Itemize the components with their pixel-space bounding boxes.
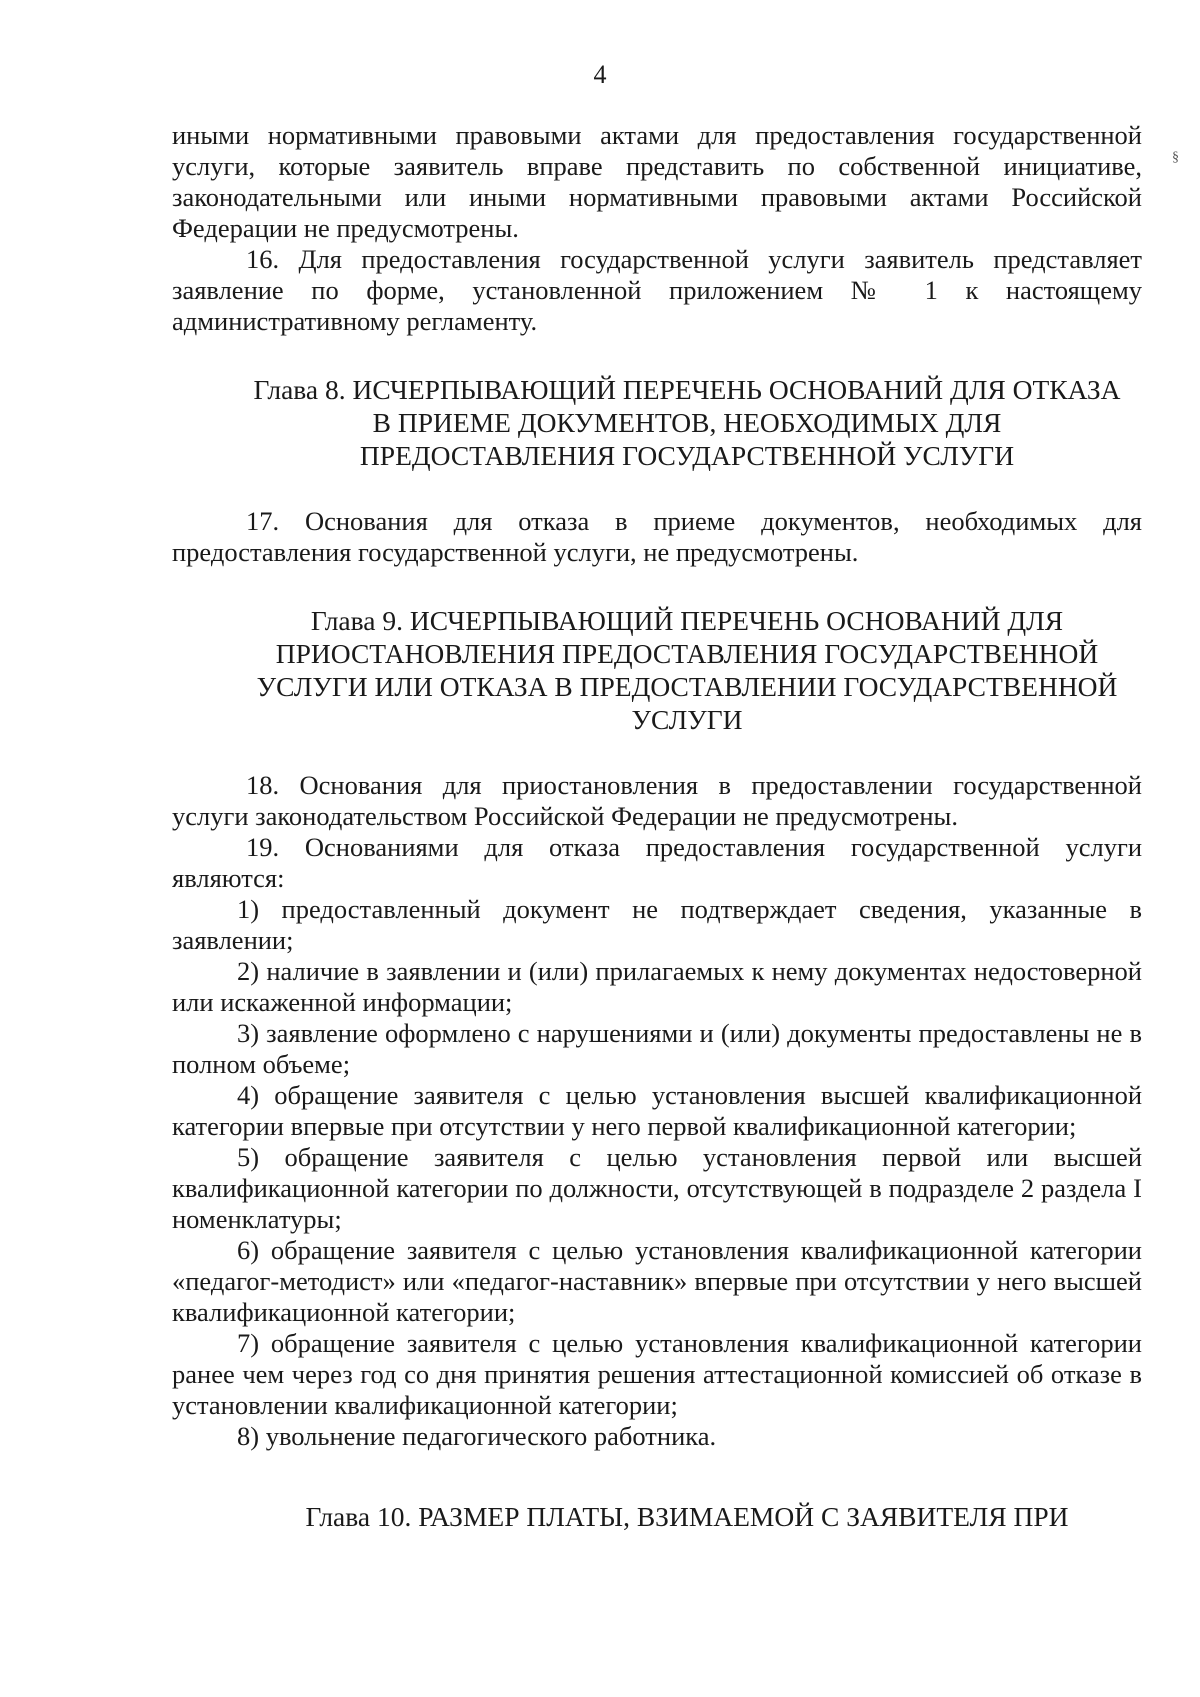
chapter-8-line-1: Глава 8. ИСЧЕРПЫВАЮЩИЙ ПЕРЕЧЕНЬ ОСНОВАНИЙ ДЛЯ ОТКАЗА (253, 374, 1121, 405)
chapter-8-line-3: ПРЕДОСТАВЛЕНИЯ ГОСУДАРСТВЕННОЙ УСЛУГИ (359, 440, 1015, 471)
chapter-9-line-1: Глава 9. ИСЧЕРПЫВАЮЩИЙ ПЕРЕЧЕНЬ ОСНОВАНИЙ ДЛЯ (310, 605, 1064, 636)
page-number: 4 (593, 60, 607, 89)
chapter-9-heading (172, 604, 1142, 736)
chapter-10-heading (172, 1500, 1142, 1533)
list-item-4: 4) обращение заявителя с целью установления высшей квалификационной категории впервые при отсутствии у него первой квалификационной категории; (172, 1080, 1142, 1141)
chapter-8-line-2: В ПРИЕМЕ ДОКУМЕНТОВ, НЕОБХОДИМЫХ ДЛЯ (372, 407, 1002, 438)
paragraph-19: 19. Основаниями для отказа предоставления государственной услуги являются: (172, 832, 1142, 893)
list-item-6: 6) обращение заявителя с целью установления квалификационной категории «педагог-методист» или «педагог-наставник» впервые при отсутствии у него высшей квалификационной категории; (172, 1235, 1142, 1327)
paragraph-18: 18. Основания для приостановления в предоставлении государственной услуги законодательством Российской Федерации не предусмотрены. (172, 770, 1142, 831)
list-item-5: 5) обращение заявителя с целью установления первой или высшей квалификационной категории по должности, отсутствующей в подразделе 2 раздела I номенклатуры; (172, 1142, 1142, 1234)
chapter-9-line-3: УСЛУГИ ИЛИ ОТКАЗА В ПРЕДОСТАВЛЕНИИ ГОСУДАРСТВЕННОЙ (256, 671, 1118, 702)
document-body (172, 120, 1142, 1567)
list-item-1: 1) предоставленный документ не подтверждает сведения, указанные в заявлении; (172, 894, 1142, 955)
list-item-3: 3) заявление оформлено с нарушениями и (или) документы предоставлены не в полном объеме; (172, 1018, 1142, 1079)
chapter-8-heading (172, 373, 1142, 472)
list-item-2: 2) наличие в заявлении и (или) прилагаемых к нему документах недостоверной или искаженной информации; (172, 956, 1142, 1017)
paragraph-continuation: иными нормативными правовыми актами для предоставления государственной услуги, которые заявитель вправе представить по собственной инициативе, законодательными или иными нормативными правовыми актами Российской Федерации не предусмотрены. (172, 120, 1142, 243)
paragraph-17: 17. Основания для отказа в приеме документов, необходимых для предоставления государственной услуги, не предусмотрены. (172, 506, 1142, 567)
margin-mark: § (1172, 150, 1179, 165)
chapter-9-line-2: ПРИОСТАНОВЛЕНИЯ ПРЕДОСТАВЛЕНИЯ ГОСУДАРСТВЕННОЙ (275, 638, 1099, 669)
chapter-10-line-1: Глава 10. РАЗМЕР ПЛАТЫ, ВЗИМАЕМОЙ С ЗАЯВИТЕЛЯ ПРИ (305, 1501, 1069, 1532)
list-item-7: 7) обращение заявителя с целью установления квалификационной категории ранее чем через год со дня принятия решения аттестационной комиссией об отказе в установлении квалификационной категории; (172, 1328, 1142, 1420)
chapter-9-line-4: УСЛУГИ (631, 704, 743, 735)
paragraph-16: 16. Для предоставления государственной услуги заявитель представляет заявление по форме, установленной приложением № 1 к настоящему административному регламенту. (172, 244, 1142, 336)
list-item-8: 8) увольнение педагогического работника. (237, 1421, 717, 1451)
